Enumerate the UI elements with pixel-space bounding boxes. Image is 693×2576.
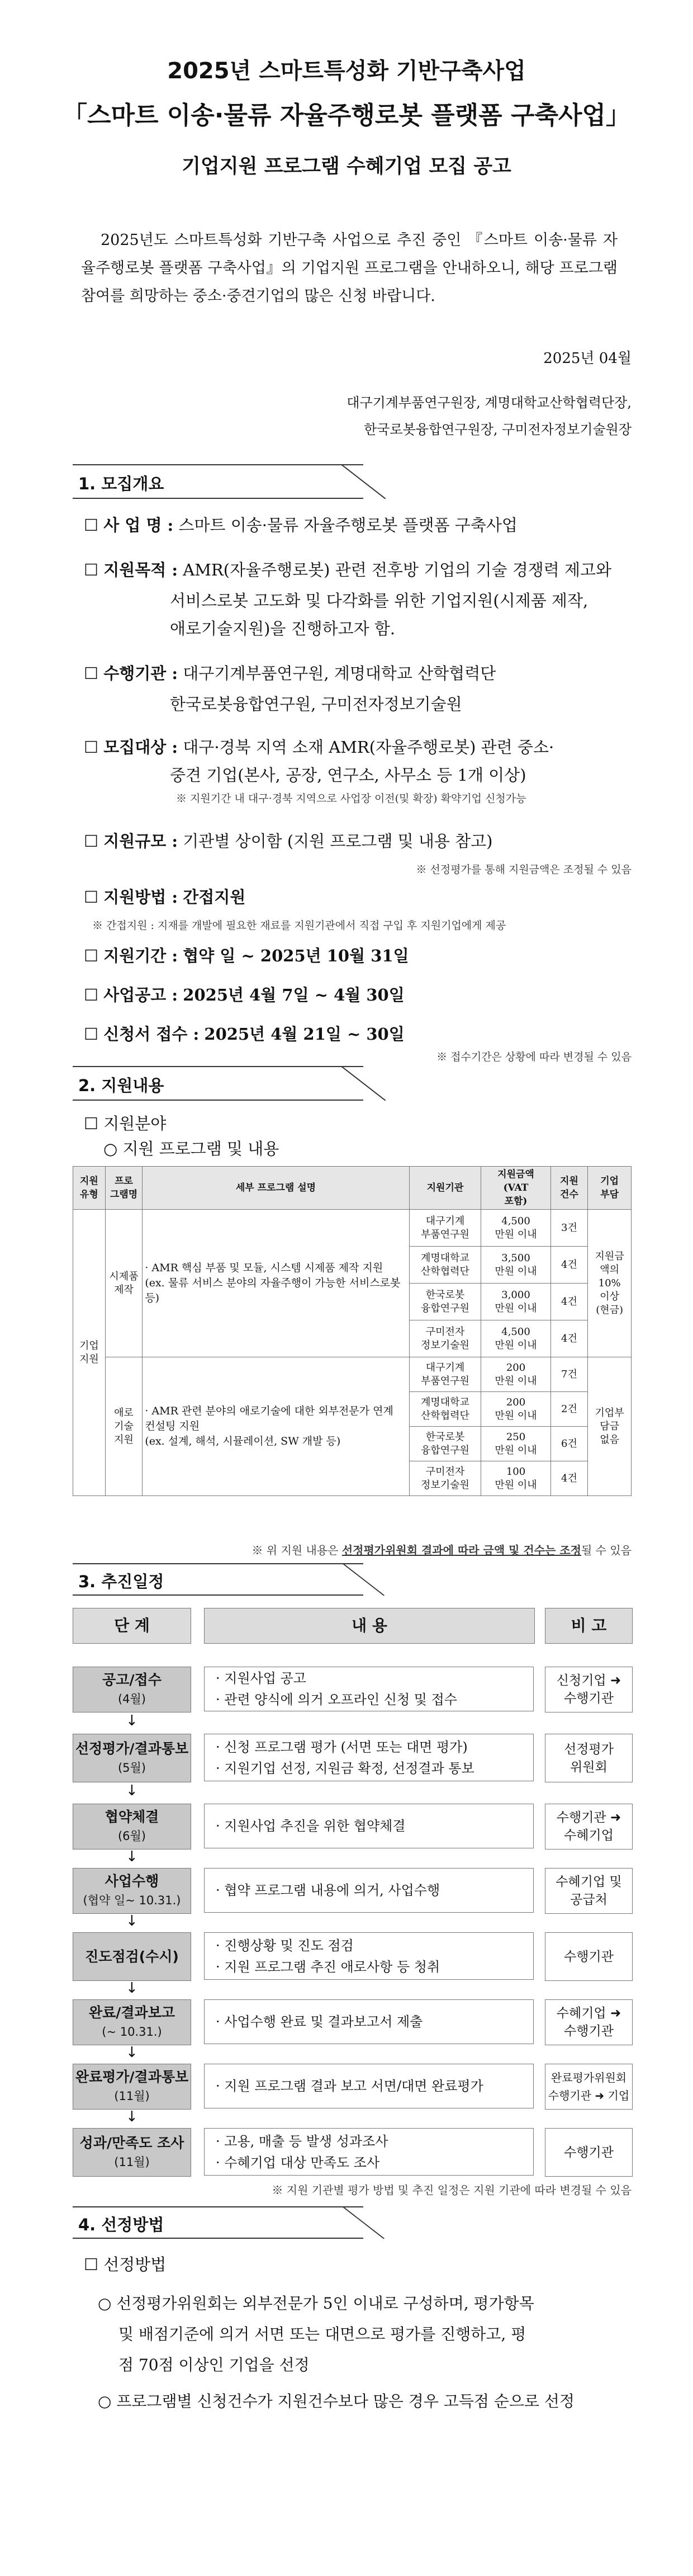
count-cell: 4건 — [550, 1284, 588, 1320]
count-cell: 4건 — [550, 1320, 588, 1357]
stage-label: 사업수행 — [105, 1873, 159, 1889]
program-description-cell: · AMR 핵심 부품 및 모듈, 시스템 시제품 제작 지원 (ex. 물류 서비스 분야의 자율주행이 가능한 서비스로봇 등) — [143, 1210, 409, 1357]
checkbox-icon: ☐ — [84, 832, 98, 851]
checkbox-icon: ☐ — [84, 664, 98, 683]
agency-cell: 한국로봇 융합연구원 — [409, 1284, 481, 1320]
count-cell: 3건 — [550, 1210, 588, 1247]
stage-label: 선정평가/결과통보 — [75, 1740, 189, 1757]
agency-cell: 계명대학교 산학협력단 — [409, 1247, 481, 1284]
overview-apply-row — [84, 1021, 632, 1048]
overview-notice-row — [84, 982, 632, 1008]
selection-para-1-line-1: ○ 선정평가위원회는 외부전문가 5인 이내로 구성하며, 평가항목 — [98, 2294, 534, 2313]
program-name-cell: 시제품 제작 — [105, 1210, 143, 1357]
program-description-cell: · AMR 관련 분야의 애로기술에 대한 외부전문가 연계 컨설팅 지원 (ex. 설계, 해석, 시뮬레이션, SW 개발 등) — [143, 1357, 409, 1496]
schedule-owner: 수행기관 — [545, 2128, 633, 2177]
stage-label: 성과/만족도 조사 — [79, 2134, 184, 2151]
checkbox-icon: ☐ — [84, 888, 98, 907]
amount-cell: 3,000 만원 이내 — [481, 1284, 550, 1320]
schedule-owner: 완료평가위원회 수행기관 ➜ 기업 — [545, 2064, 633, 2110]
field-value: 간접지원 — [183, 888, 246, 907]
purpose-line-3: 애로기술지원)을 진행하고자 함. — [170, 619, 396, 638]
column-header: 세부 프로그램 설명 — [143, 1167, 409, 1210]
field-value: AMR(자율주행로봇) 관련 전후방 기업의 기술 경쟁력 제고와 — [183, 560, 612, 579]
column-header: 지원 건수 — [550, 1167, 588, 1210]
selection-para-1-line-2: 및 배점기준에 의거 서면 또는 대면으로 평가를 진행하고, 평 — [118, 2325, 526, 2343]
schedule-header-stage: 단 계 — [73, 1608, 191, 1644]
content-item: · 지원 프로그램 결과 보고 서면/대면 완료평가 — [216, 2078, 483, 2094]
table-header-row — [73, 1167, 632, 1210]
overview-method-row — [84, 884, 632, 910]
section-label: 3. 추진일정 — [78, 1572, 164, 1591]
agency-cell: 계명대학교 산학협력단 — [409, 1392, 481, 1427]
section-label: 4. 선정방법 — [78, 2215, 164, 2234]
down-arrow-icon: ↓ — [126, 1782, 138, 1799]
intro-paragraph: 2025년도 스마트특성화 기반구축 사업으로 추진 중인 『스마트 이송·물류 자율주행로봇 플랫폼 구축사업』의 기업지원 프로그램을 안내하오니, 해당 프로그램 참여를 희망하는 중소·중견기업의 많은 신청 바랍니다. — [81, 232, 618, 305]
schedule-owner: 수행기관 ➜ 수혜기업 — [545, 1804, 633, 1850]
overview-purpose-row — [84, 556, 632, 583]
field-value: 2025년 4월 21일 ~ 30일 — [204, 1025, 405, 1044]
burden-cell: 지원금 액의 10% 이상 (현금) — [588, 1210, 632, 1357]
selection-heading: ☐ 선정방법 — [84, 2255, 167, 2274]
schedule-owner: 수혜기업 ➜ 수행기관 — [545, 1999, 633, 2045]
field-label: 수행기관 : — [103, 664, 178, 683]
stage-label: 완료평가/결과통보 — [75, 2069, 189, 2085]
schedule-note: ※ 지원 기관별 평가 방법 및 추진 일정은 지원 기관에 따라 변경될 수 있음 — [272, 2183, 632, 2197]
column-header: 지원기관 — [409, 1167, 481, 1210]
schedule-content — [204, 1999, 534, 2044]
schedule-header-note: 비 고 — [545, 1608, 633, 1644]
schedule-stage — [73, 1932, 191, 1981]
agency-cell: 대구기계 부품연구원 — [409, 1357, 481, 1392]
support-program-table — [73, 1166, 632, 1496]
table-row — [73, 1357, 632, 1392]
agency-cell: 한국로봇 융합연구원 — [409, 1427, 481, 1461]
notice-date: 2025년 04월 — [543, 350, 632, 367]
schedule-stage — [73, 1804, 191, 1850]
field-label: 사업공고 : — [103, 985, 178, 1004]
checkbox-icon: ☐ — [84, 1025, 98, 1044]
checkbox-icon: ☐ — [84, 738, 98, 757]
content-item: · 사업수행 완료 및 결과보고서 제출 — [216, 2014, 423, 2030]
content-item: · 지원기업 선정, 지원금 확정, 선정결과 통보 — [216, 1760, 474, 1776]
field-label: 모집대상 : — [103, 738, 178, 757]
section-label: 1. 모집개요 — [78, 474, 164, 493]
amount-cell: 4,500 만원 이내 — [481, 1320, 550, 1357]
checkbox-icon: ☐ — [84, 560, 98, 579]
amount-cell: 200 만원 이내 — [481, 1357, 550, 1392]
stage-label: 완료/결과보고 — [88, 2004, 175, 2021]
apply-note: ※ 접수기간은 상황에 따라 변경될 수 있음 — [436, 1051, 632, 1063]
method-note: ※ 간접지원 : 지재를 개발에 필요한 재료를 지원기관에서 직접 구입 후 지원기업에게 제공 — [92, 919, 506, 932]
field-label: 지원규모 : — [103, 832, 178, 851]
section-corner-decoration — [341, 2206, 386, 2239]
count-cell: 4건 — [550, 1461, 588, 1496]
content-item: · 지원사업 공고 — [216, 1671, 306, 1686]
section-corner-decoration — [341, 464, 386, 499]
section-label: 2. 지원내용 — [78, 1076, 164, 1095]
agency-cell: 대구기계 부품연구원 — [409, 1210, 481, 1247]
note-highlight: 선정평가위원회 결과에 따라 금액 및 건수는 조정 — [341, 1544, 581, 1557]
overview-name-row — [84, 512, 632, 539]
support-table-note — [251, 1541, 632, 1558]
down-arrow-icon: ↓ — [126, 1980, 138, 1997]
support-sub-heading: ○ 지원 프로그램 및 내용 — [103, 1139, 279, 1158]
stage-period: (11월) — [114, 2089, 150, 2103]
schedule-header-content: 내 용 — [204, 1608, 535, 1644]
section-corner-decoration — [341, 1066, 386, 1101]
note-text: 될 수 있음 — [581, 1544, 632, 1557]
section-corner-decoration — [341, 1563, 386, 1596]
down-arrow-icon: ↓ — [126, 1913, 138, 1929]
title-line-3: 기업지원 프로그램 수혜기업 모집 공고 — [182, 155, 511, 178]
count-cell: 2건 — [550, 1392, 588, 1427]
selection-para-1-line-3: 점 70점 이상인 기업을 선정 — [118, 2356, 310, 2374]
title-line-2: 「스마트 이송·물류 자율주행로봇 플랫폼 구축사업」 — [62, 101, 631, 130]
field-label: 지원기간 : — [103, 946, 178, 965]
field-value: 대구·경북 지역 소재 AMR(자율주행로봇) 관련 중소· — [183, 738, 554, 757]
content-item: · 지원 프로그램 추진 애로사항 등 청취 — [216, 1959, 440, 1975]
org-line-1: 대구기계부품연구원장, 계명대학교산학협력단장, — [346, 395, 632, 411]
schedule-content — [204, 1804, 534, 1848]
schedule-content — [204, 2064, 534, 2108]
note-text: ※ 위 지원 내용은 — [251, 1544, 342, 1557]
checkbox-icon: ☐ — [84, 985, 98, 1004]
table-row — [73, 1210, 632, 1247]
purpose-line-2: 서비스로봇 고도화 및 다각화를 위한 기업지원(시제품 제작, — [170, 591, 588, 610]
stage-period: (협약 일~ 10.31.) — [83, 1894, 181, 1907]
scale-note: ※ 선정평가를 통해 지원금액은 조정될 수 있음 — [416, 864, 632, 876]
stage-period: (4월) — [117, 1692, 146, 1706]
field-label: 지원방법 : — [103, 888, 178, 907]
content-item: · 신청 프로그램 평가 (서면 또는 대면 평가) — [216, 1739, 468, 1755]
amount-cell: 250 만원 이내 — [481, 1427, 550, 1461]
column-header: 기업 부담 — [588, 1167, 632, 1210]
overview-target-row — [84, 734, 632, 761]
schedule-owner: 신청기업 ➜ 수행기관 — [545, 1667, 633, 1712]
content-item: · 진행상황 및 진도 점검 — [216, 1937, 354, 1954]
schedule-content — [204, 1667, 534, 1711]
checkbox-icon: ☐ — [84, 946, 98, 965]
schedule-content — [204, 2128, 534, 2176]
program-name-cell: 애로 기술 지원 — [105, 1357, 143, 1496]
field-value: 협약 일 ~ 2025년 10월 31일 — [183, 946, 409, 965]
agency-cell: 구미전자 정보기술원 — [409, 1320, 481, 1357]
section-heading-selection — [73, 2206, 363, 2239]
section-heading-support — [73, 1066, 363, 1101]
title-line-1: 2025년 스마트특성화 기반구축사업 — [167, 58, 526, 84]
stage-period: (~ 10.31.) — [102, 2025, 162, 2039]
down-arrow-icon: ↓ — [126, 2044, 138, 2061]
amount-cell: 3,500 만원 이내 — [481, 1247, 550, 1284]
schedule-stage — [73, 2128, 191, 2177]
schedule-owner: 선정평가 위원회 — [545, 1734, 633, 1782]
section-heading-overview — [73, 464, 363, 499]
schedule-stage — [73, 2064, 191, 2110]
content-item: · 관련 양식에 의거 오프라인 신청 및 접수 — [216, 1692, 457, 1707]
column-header: 프로 그램명 — [105, 1167, 143, 1210]
content-item: · 협약 프로그램 내용에 의거, 사업수행 — [216, 1883, 440, 1898]
selection-para-2-line-1: ○ 프로그램별 신청건수가 지원건수보다 많은 경우 고득점 순으로 선정 — [98, 2392, 575, 2410]
content-item: · 지원사업 추진을 위한 협약체결 — [216, 1818, 406, 1834]
column-header: 지원 유형 — [73, 1167, 106, 1210]
overview-period-row — [84, 942, 632, 969]
stage-label: 진도점검(수시) — [85, 1948, 179, 1965]
stage-label: 공고/접수 — [102, 1672, 162, 1688]
amount-cell: 100 만원 이내 — [481, 1461, 550, 1496]
schedule-stage — [73, 1999, 191, 2045]
checkbox-icon: ☐ — [84, 516, 98, 535]
field-label: 지원목적 : — [103, 560, 178, 579]
target-line-2: 중견 기업(본사, 공장, 연구소, 사무소 등 1개 이상) — [170, 766, 526, 785]
down-arrow-icon: ↓ — [126, 1712, 138, 1729]
support-type-cell: 기업 지원 — [73, 1210, 106, 1496]
schedule-owner: 수혜기업 및 공급처 — [545, 1868, 633, 1914]
content-item: · 수혜기업 대상 만족도 조사 — [216, 2154, 380, 2171]
field-value: 기관별 상이함 (지원 프로그램 및 내용 참고) — [183, 832, 493, 851]
amount-cell: 200 만원 이내 — [481, 1392, 550, 1427]
down-arrow-icon: ↓ — [126, 1848, 138, 1865]
overview-agency-row — [84, 660, 632, 687]
org-line-2: 한국로봇융합연구원장, 구미전자정보기술원장 — [364, 422, 632, 437]
stage-label: 협약체결 — [105, 1809, 159, 1825]
field-label: 사 업 명 : — [103, 516, 174, 535]
schedule-content — [204, 1932, 534, 1980]
support-field-heading: ☐ 지원분야 — [84, 1114, 167, 1133]
schedule-content — [204, 1734, 534, 1781]
down-arrow-icon: ↓ — [126, 2108, 138, 2125]
section-heading-schedule — [73, 1563, 363, 1596]
schedule-owner: 수행기관 — [545, 1932, 633, 1981]
field-value: 스마트 이송·물류 자율주행로봇 플랫폼 구축사업 — [178, 516, 518, 535]
stage-period: (6월) — [117, 1829, 146, 1843]
count-cell: 4건 — [550, 1247, 588, 1284]
count-cell: 6건 — [550, 1427, 588, 1461]
schedule-header — [73, 1608, 632, 1643]
stage-period: (5월) — [117, 1761, 146, 1775]
agency-cell: 구미전자 정보기술원 — [409, 1461, 481, 1496]
field-label: 신청서 접수 : — [103, 1025, 200, 1044]
schedule-stage — [73, 1868, 191, 1914]
schedule-stage — [73, 1734, 191, 1782]
overview-scale-row — [84, 828, 632, 855]
content-item: · 고용, 매출 등 발생 성과조사 — [216, 2133, 388, 2149]
burden-cell: 기업부 담금 없음 — [588, 1357, 632, 1496]
count-cell: 7건 — [550, 1357, 588, 1392]
field-value: 2025년 4월 7일 ~ 4월 30일 — [183, 985, 405, 1004]
amount-cell: 4,500 만원 이내 — [481, 1210, 550, 1247]
schedule-content — [204, 1868, 534, 1913]
stage-period: (11월) — [114, 2155, 150, 2169]
target-note: ※ 지원기간 내 대구·경북 지역으로 사업장 이전(및 확장) 확약기업 신청가능 — [176, 792, 526, 805]
agency-line-2: 한국로봇융합연구원, 구미전자정보기술원 — [170, 695, 462, 714]
schedule-stage — [73, 1667, 191, 1712]
column-header: 지원금액 (VAT 포함) — [481, 1167, 550, 1210]
field-value: 대구기계부품연구원, 계명대학교 산학협력단 — [183, 664, 496, 683]
